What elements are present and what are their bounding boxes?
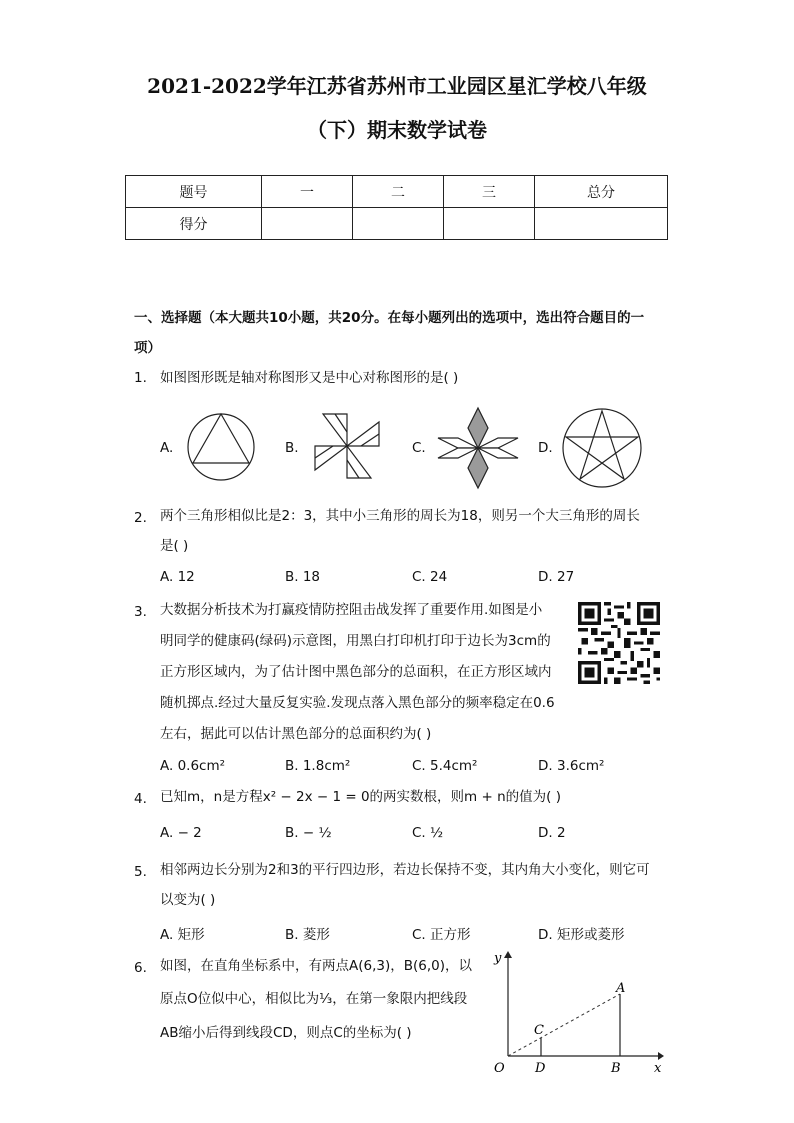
question-6-text-line3: AB缩小后得到线段CD，则点C的坐标为( ) [160,1025,412,1041]
label-x: x [654,1061,662,1076]
q4-option-d[interactable]: D. 2 [538,825,566,841]
question-1-text: 如图图形既是轴对称图形又是中心对称图形的是( ) [160,370,459,386]
question-6-text-line1: 如图，在直角坐标系中，有两点A(6,3)，B(6,0)，以 [160,958,473,974]
question-3-text-line1: 大数据分析技术为打赢疫情防控阻击战发挥了重要作用.如图是小 [160,602,543,618]
label-b: B [611,1061,621,1076]
q6-coordinate-figure [488,948,668,1078]
y-axis-arrow-icon [504,951,512,958]
score-header-cell: 三 [444,176,535,208]
question-4-text: 已知m，n是方程x² − 2x − 1 = 0的两实数根，则m + n的值为( ) [160,789,561,805]
section1-heading-line2: 项） [134,340,161,356]
q5-option-b[interactable]: B. 菱形 [285,927,330,943]
q1-option-d-star-circle-figure [560,406,644,490]
q2-option-d[interactable]: D. 27 [538,569,575,585]
q3-option-c[interactable]: C. 5.4cm² [412,758,478,774]
question-2-text-line2: 是( ) [160,538,189,554]
score-table-header-row [126,176,668,208]
question-5-text-line1: 相邻两边长分别为2和3的平行四边形，若边长保持不变，其内角大小变化，则它可 [160,862,650,878]
exam-title-line1: 2021-2022学年江苏省苏州市工业园区星汇学校八年级 [147,74,647,98]
q1-option-c-rhombus-figure [436,406,520,490]
score-header-cell: 题号 [126,176,262,208]
q5-option-d[interactable]: D. 矩形或菱形 [538,927,625,943]
q2-option-a[interactable]: A. 12 [160,569,195,585]
score-header-cell: 总分 [535,176,668,208]
question-5-text-line2: 以变为( ) [160,892,216,908]
q4-option-b[interactable]: B. − ½ [285,825,332,841]
x-axis-arrow-icon [658,1052,664,1060]
score-cell[interactable] [535,208,668,240]
label-o: O [494,1061,505,1076]
q1-option-a-label[interactable]: A. [160,440,174,456]
q3-option-d[interactable]: D. 3.6cm² [538,758,605,774]
score-header-cell: 一 [262,176,353,208]
score-cell[interactable] [353,208,444,240]
q1-option-b-pinwheel-figure [313,412,381,480]
question-6-number: 6. [134,960,147,976]
q3-option-b[interactable]: B. 1.8cm² [285,758,351,774]
q2-option-b[interactable]: B. 18 [285,569,321,585]
question-3-number: 3. [134,604,147,620]
dashed-line-oa [508,994,620,1056]
score-table-score-row [126,208,668,240]
health-qr-code-image [578,602,660,684]
question-3-text-line4: 随机掷点.经过大量反复实验.发现点落入黑色部分的频率稳定在0.6 [160,695,555,711]
label-c: C [534,1023,544,1038]
label-y: y [494,951,502,966]
section1-heading-line1: 一、选择题（本大题共10小题，共20分。在每小题列出的选项中，选出符合题目的一 [134,310,645,326]
score-header-cell: 二 [353,176,444,208]
q1-option-a-circle-triangle-figure [185,410,257,482]
question-3-text-line2: 明同学的健康码(绿码)示意图，用黑白打印机打印于边长为3cm的 [160,633,551,649]
score-table [125,175,668,240]
q3-option-a[interactable]: A. 0.6cm² [160,758,226,774]
score-cell[interactable] [444,208,535,240]
question-3-text-line3: 正方形区域内，为了估计图中黑色部分的总面积，在正方形区域内 [160,664,552,680]
q5-option-a[interactable]: A. 矩形 [160,927,205,943]
q2-option-c[interactable]: C. 24 [412,569,448,585]
question-3-text-line5: 左右，据此可以估计黑色部分的总面积约为( ) [160,726,432,742]
q4-option-c[interactable]: C. ½ [412,825,444,841]
question-1-number: 1. [134,370,147,386]
question-2-text-line1: 两个三角形相似比是2：3，其中小三角形的周长为18，则另一个大三角形的周长 [160,508,640,524]
question-2-number: 2. [134,510,147,526]
q1-option-d-label[interactable]: D. [538,440,553,456]
score-row-label: 得分 [126,208,262,240]
question-4-number: 4. [134,791,147,807]
question-6-text-line2: 原点O位似中心，相似比为⅓，在第一象限内把线段 [160,991,468,1007]
q4-option-a[interactable]: A. − 2 [160,825,202,841]
question-5-number: 5. [134,864,147,880]
q5-option-c[interactable]: C. 正方形 [412,927,471,943]
label-a: A [616,981,626,996]
exam-title-line2: （下）期末数学试卷 [307,118,487,142]
q1-option-c-label[interactable]: C. [412,440,426,456]
q1-option-b-label[interactable]: B. [285,440,299,456]
score-cell[interactable] [262,208,353,240]
label-d: D [535,1061,546,1076]
